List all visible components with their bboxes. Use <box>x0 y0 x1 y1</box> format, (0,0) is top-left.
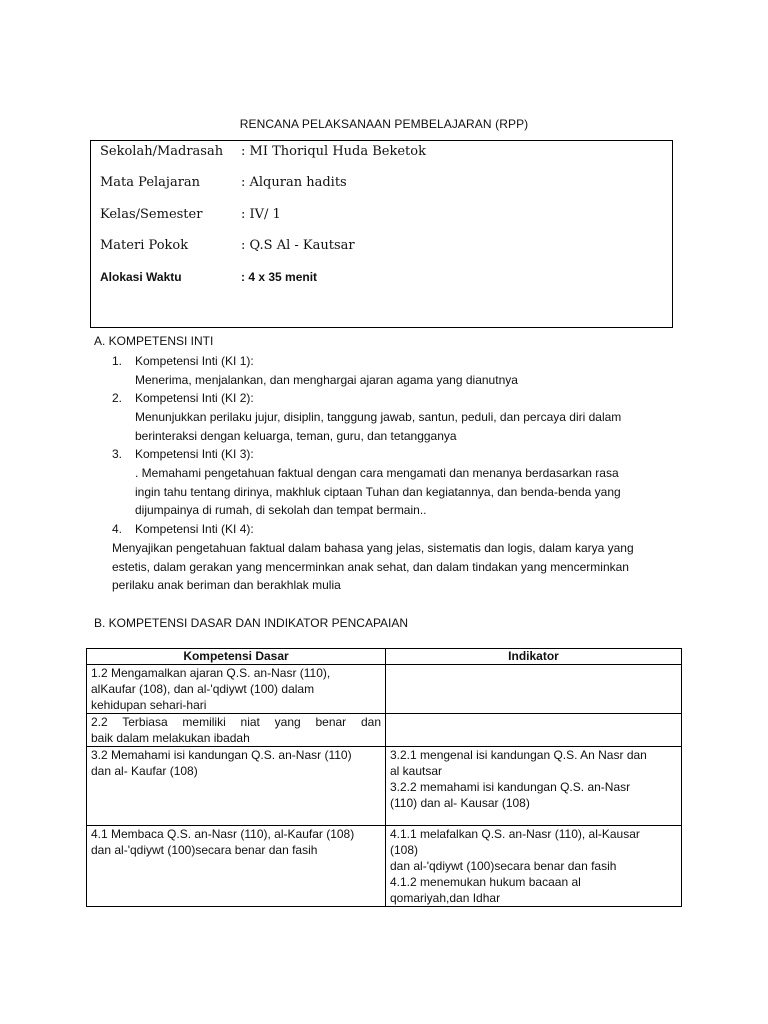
cell-line: (108) <box>390 843 419 857</box>
cell-line: al kautsar <box>390 764 443 778</box>
section-b-heading: B. KOMPETENSI DASAR DAN INDIKATOR PENCAPAIAN <box>94 616 409 630</box>
info-row-school <box>100 144 426 159</box>
ki-text: berinteraksi dengan keluarga, teman, guru, dan tetangganya <box>135 429 457 443</box>
cell-line: 3.2 Memahami isi kandungan Q.S. an-Nasr (110) <box>91 748 352 762</box>
info-label: Kelas/Semester <box>100 207 203 222</box>
info-label: Sekolah/Madrasah <box>100 144 224 159</box>
ki-text: Menyajikan pengetahuan faktual dalam bahasa yang jelas, sistematis dan logis, dalam karya yang <box>112 541 634 555</box>
ki-text: . Memahami pengetahuan faktual dengan cara mengamati dan menanya berdasarkan rasa <box>135 466 619 480</box>
ki-text: estetis, dalam gerakan yang mencerminkan anak sehat, dan dalam tindakan yang mencerminkan <box>112 560 629 574</box>
cell-line: dan al-'qdiywt (100)secara benar dan fasih <box>91 843 318 857</box>
ki-number: 2. <box>112 391 123 405</box>
kd-cell <box>87 714 386 747</box>
cell-line: 4.1.2 menemukan hukum bacaan al <box>390 875 581 889</box>
info-label: Materi Pokok <box>100 238 189 253</box>
cell-line: 2.2 Terbiasa memiliki niat yang benar dan <box>91 715 381 729</box>
cell-line: (110) dan al- Kausar (108) <box>390 796 530 810</box>
indicator-cell <box>386 665 682 714</box>
info-value: : 4 x 35 menit <box>241 270 318 284</box>
info-label: Mata Pelajaran <box>100 175 201 190</box>
info-row-topic <box>100 238 355 253</box>
ki-title: Kompetensi Inti (KI 4): <box>135 522 254 536</box>
kd-cell <box>87 665 386 714</box>
indicator-cell <box>386 747 682 826</box>
ki-title: Kompetensi Inti (KI 1): <box>135 354 254 368</box>
table-row <box>87 665 682 714</box>
table-header-row <box>87 649 682 665</box>
info-row-subject <box>100 175 347 190</box>
info-label: Alokasi Waktu <box>100 270 182 284</box>
info-value: : Alquran hadits <box>241 175 347 190</box>
cell-line: dan al-'qdiywt (100)secara benar dan fasih <box>390 859 617 873</box>
cell-line: 4.1 Membaca Q.S. an-Nasr (110), al-Kaufar (108) <box>91 827 355 841</box>
kd-cell <box>87 826 386 907</box>
ki-title: Kompetensi Inti (KI 2): <box>135 391 254 405</box>
ki-text: ingin tahu tentang dirinya, makhluk ciptaan Tuhan dan kegiatannya, dan benda-benda yang <box>135 485 621 499</box>
identity-box <box>90 140 673 328</box>
ki-number: 1. <box>112 354 123 368</box>
cell-line: 3.2.2 memahami isi kandungan Q.S. an-Nasr <box>390 780 631 794</box>
table-row <box>87 826 682 907</box>
indicator-cell <box>386 714 682 747</box>
table-row <box>87 747 682 826</box>
info-value: : MI Thoriqul Huda Beketok <box>241 144 426 159</box>
column-header-indicator: Indikator <box>386 649 682 665</box>
competency-table <box>86 648 682 907</box>
cell-line: qomariyah,dan Idhar <box>390 891 501 905</box>
cell-line: 1.2 Mengamalkan ajaran Q.S. an-Nasr (110), <box>91 666 331 680</box>
section-a-heading: A. KOMPETENSI INTI <box>94 334 214 348</box>
cell-line: dan al- Kaufar (108) <box>91 764 198 778</box>
cell-line: alKaufar (108), dan al-'qdiywt (100) dalam <box>91 682 315 696</box>
cell-line: kehidupan sehari-hari <box>91 698 207 712</box>
ki-text: Menerima, menjalankan, dan menghargai ajaran agama yang dianutnya <box>135 373 518 387</box>
ki-text: dijumpainya di rumah, di sekolah dan tempat bermain.. <box>135 503 427 517</box>
info-row-time <box>100 270 317 284</box>
document-title: RENCANA PELAKSANAAN PEMBELAJARAN (RPP) <box>239 117 529 131</box>
cell-line: baik dalam melakukan ibadah <box>91 731 250 745</box>
column-header-kd: Kompetensi Dasar <box>87 649 386 665</box>
info-row-class <box>100 207 281 222</box>
ki-number: 3. <box>112 447 123 461</box>
ki-text: Menunjukkan perilaku jujur, disiplin, tanggung jawab, santun, peduli, dan percaya diri dalam <box>135 410 622 424</box>
ki-number: 4. <box>112 522 123 536</box>
info-value: : IV/ 1 <box>241 207 281 222</box>
ki-text: perilaku anak beriman dan berakhlak mulia <box>112 578 341 592</box>
info-value: : Q.S Al - Kautsar <box>241 238 355 253</box>
ki-title: Kompetensi Inti (KI 3): <box>135 447 254 461</box>
kd-cell <box>87 747 386 826</box>
cell-line: 3.2.1 mengenal isi kandungan Q.S. An Nasr dan <box>390 748 647 762</box>
indicator-cell <box>386 826 682 907</box>
cell-line: 4.1.1 melafalkan Q.S. an-Nasr (110), al-Kausar <box>390 827 640 841</box>
table-row <box>87 714 682 747</box>
